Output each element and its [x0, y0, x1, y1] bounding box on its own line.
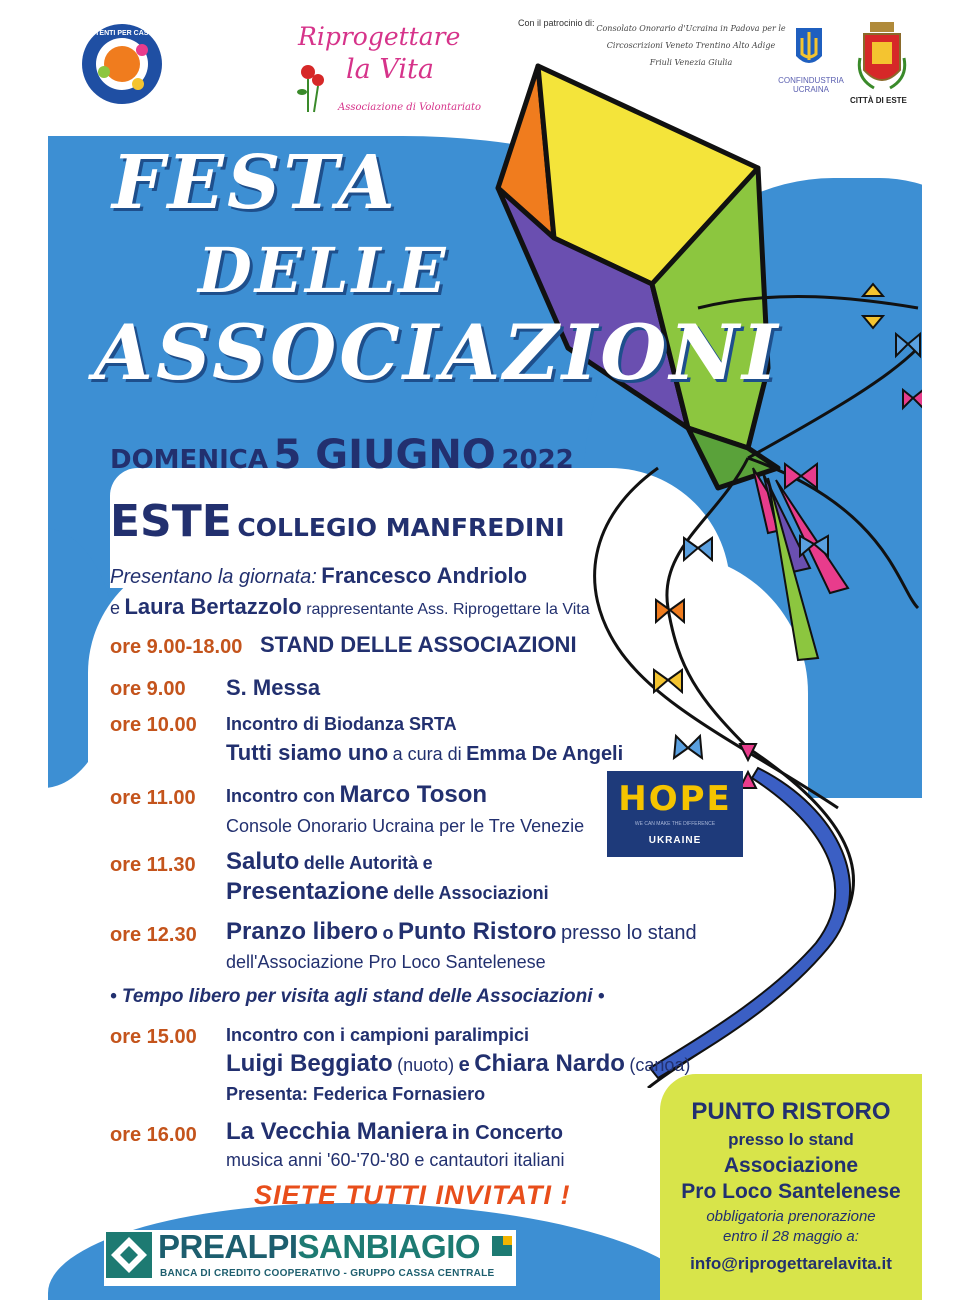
- bank-mark-accent-icon: [503, 1236, 512, 1245]
- ristoro-note: obbligatoria prenorazione: [706, 1208, 876, 1225]
- hope-country: UKRAINE: [648, 835, 702, 846]
- event-person: Chiara Nardo: [474, 1050, 625, 1077]
- schedule-title: STAND DELLE ASSOCIAZIONI: [260, 632, 577, 657]
- ripro-line1: Riprogettare: [298, 22, 461, 51]
- hope-tagline: WE CAN MAKE THE DIFFERENCE: [634, 821, 716, 827]
- schedule-detail: [226, 740, 623, 766]
- schedule-time: ore 11.30: [110, 854, 196, 876]
- presenter-name-1: Francesco Andriolo: [321, 563, 528, 588]
- confindustria-ucraina-logo: CONFINDUSTRIA UCRAINA: [778, 76, 844, 94]
- schedule-title: [226, 848, 433, 876]
- punto-ristoro-box: [660, 1074, 922, 1300]
- schedule-title: [226, 781, 487, 809]
- schedule-detail: [226, 878, 549, 906]
- date-day-number: 5 GIUGNO: [273, 432, 496, 478]
- ripro-subtitle: Associazione di Volontariato: [338, 102, 482, 113]
- event-part: delle Autorità: [303, 853, 419, 873]
- event-part: in Concerto: [451, 1122, 564, 1144]
- place-city: ESTE: [110, 496, 232, 547]
- event-sport: (canoa): [629, 1055, 691, 1075]
- schedule-title: [226, 918, 697, 946]
- patrocinio-label: Con il patrocinio di:: [518, 18, 595, 28]
- prealpi-sanbiagio-logo: [104, 1230, 516, 1286]
- date-year: 2022: [501, 445, 574, 475]
- presenter-role: rappresentante Ass. Riprogettare la Vita: [306, 601, 590, 618]
- schedule-time: ore 9.00: [110, 678, 186, 700]
- event-subtitle: Tutti siamo uno: [226, 740, 389, 765]
- schedule-presenter: Presenta: Federica Fornasiero: [226, 1084, 486, 1104]
- hope-word: HOPE: [618, 779, 732, 819]
- title-line-delle: DELLE: [198, 234, 449, 307]
- utenti-logo-text: UTENTI PER CASO: [90, 30, 154, 37]
- bank-name: [158, 1228, 480, 1266]
- hope-ukraine-logo: [607, 771, 743, 857]
- invitation-callout: SIETE TUTTI INVITATI !: [254, 1180, 571, 1210]
- bank-subtitle: BANCA DI CREDITO COOPERATIVO - GRUPPO CASSA CENTRALE: [160, 1268, 495, 1279]
- presenters-intro: Presentano la giornata:: [110, 566, 317, 588]
- citta-di-este-label: CITTÀ DI ESTE: [850, 96, 907, 105]
- presenters-and: e: [110, 598, 121, 618]
- event-part: e: [422, 853, 433, 873]
- ristoro-note: entro il 28 maggio a:: [723, 1228, 859, 1245]
- utenti-per-caso-logo: [80, 22, 164, 106]
- title-line-festa: FESTA: [112, 140, 398, 226]
- event-part: Saluto: [226, 848, 300, 875]
- schedule-detail: dell'Associazione Pro Loco Santelenese: [226, 952, 546, 972]
- ristoro-line: presso lo stand: [728, 1130, 854, 1149]
- poster: [48, 8, 922, 1300]
- ristoro-line: Pro Loco Santelenese: [681, 1180, 901, 1203]
- patrocinio-consolato: Consolato Onorario d'Ucraina in Padova per le Circoscrizioni Veneto Trentino Alto Adige Friuli Venezia Giulia: [596, 24, 786, 67]
- event-sport: (nuoto): [397, 1055, 455, 1075]
- schedule-time: ore 12.30: [110, 924, 197, 946]
- schedule-title: S. Messa: [226, 675, 321, 700]
- event-pre: Incontro con: [226, 786, 335, 806]
- event-part: Pranzo libero: [226, 918, 379, 945]
- schedule-detail: Console Onorario Ucraina per le Tre Venezie: [226, 816, 585, 836]
- rose-icon: [294, 62, 334, 114]
- event-part: o: [382, 923, 394, 943]
- presenters-line-1: [110, 563, 527, 589]
- event-person: Emma De Angeli: [466, 743, 624, 765]
- ristoro-line: Associazione: [723, 1154, 859, 1177]
- ristoro-email: info@riprogettarelavita.it: [690, 1254, 892, 1273]
- event-connector: a cura di: [392, 744, 462, 764]
- schedule-time: ore 10.00: [110, 714, 197, 736]
- presenter-name-2: Laura Bertazzolo: [124, 594, 302, 619]
- este-coat-of-arms-icon: [854, 18, 910, 94]
- ripro-line2: la Vita: [346, 54, 434, 85]
- event-part: presso lo stand: [561, 922, 697, 944]
- event-part: Presentazione: [226, 878, 389, 905]
- ukraine-coat-of-arms-icon: [794, 26, 824, 70]
- tempo-libero-note: • Tempo libero per visita agli stand delle Associazioni •: [110, 986, 605, 1007]
- date-day-word: DOMENICA: [110, 445, 268, 475]
- event-part: La Vecchia Maniera: [226, 1118, 448, 1145]
- schedule-time: ore 15.00: [110, 1026, 197, 1048]
- schedule-title: Incontro con i campioni paralimpici: [226, 1025, 530, 1045]
- event-part: Punto Ristoro: [397, 918, 557, 945]
- ristoro-title: PUNTO RISTORO: [691, 1098, 891, 1125]
- schedule-time: ore 9.00-18.00: [110, 636, 243, 658]
- schedule-title: Incontro di Biodanza SRTA: [226, 714, 457, 734]
- schedule-time: ore 16.00: [110, 1124, 197, 1146]
- event-person: Luigi Beggiato: [226, 1050, 393, 1077]
- title-line-associazioni: ASSOCIAZIONI: [94, 308, 781, 397]
- place-venue: COLLEGIO MANFREDINI: [237, 513, 565, 542]
- bank-name-b: SANBIAGIO: [297, 1228, 481, 1265]
- event-connector: e: [458, 1054, 470, 1076]
- event-date: [110, 432, 574, 478]
- event-place: [110, 496, 565, 547]
- riprogettare-la-vita-logo: [286, 22, 486, 122]
- event-part: delle Associazioni: [393, 883, 549, 903]
- schedule-detail: musica anni '60-'70-'80 e cantautori italiani: [226, 1150, 565, 1170]
- event-person: Marco Toson: [339, 781, 488, 808]
- schedule-time: ore 11.00: [110, 787, 196, 809]
- bank-name-a: PREALPI: [158, 1228, 298, 1265]
- bank-icon: [106, 1232, 152, 1278]
- presenters-line-2: [110, 594, 590, 620]
- schedule-title: [226, 1118, 563, 1146]
- schedule-detail: [226, 1050, 690, 1078]
